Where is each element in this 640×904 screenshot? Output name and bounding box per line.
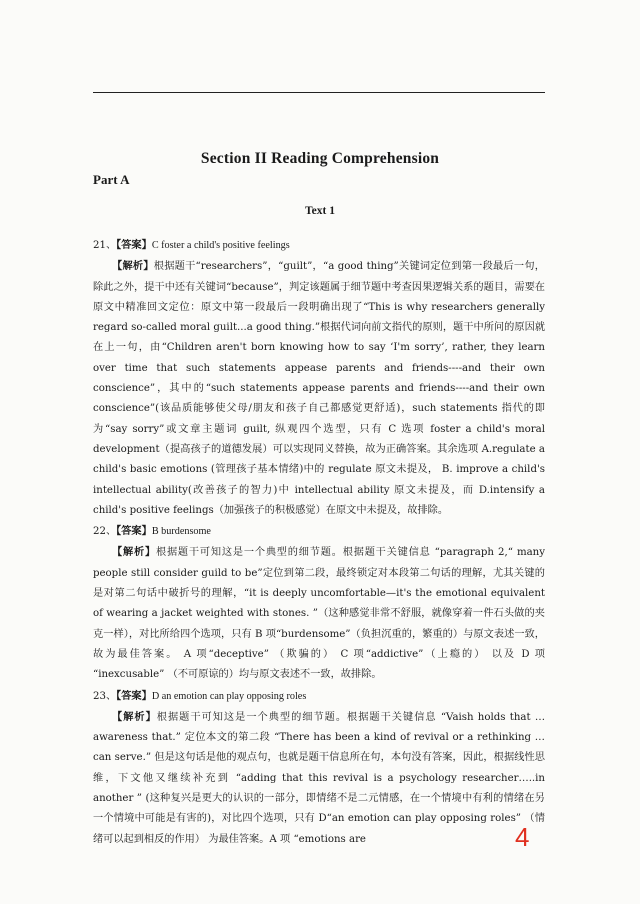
- answer-text: C foster a child's positive feelings: [151, 240, 290, 251]
- page-number: 4: [515, 822, 530, 852]
- analysis-tag: 【解析】: [112, 546, 156, 559]
- answer-tag: 【答案】: [116, 525, 152, 538]
- q21-answer-line: [93, 235, 545, 256]
- q23-analysis: [93, 707, 545, 850]
- analysis-text: 根据题干可知这是一个典型的细节题。根据题干关键信息 “Vaish holds that …awareness that.” 定位本文的第二段 “There has been a kind of revival or a rethinking …can serve.” 但是这句话是他的观点句，也就是题干信息所在句，本句没有答案，因此，根据线性思维，下文他又继续补充到 “adding that this revival is a psychology researcher…..in another ” (这种复兴是更大的认识的一部分，即情绪不是二元情感，在一个情境中有利的情绪在另一个情境中可能是有害的)，对比四个选项，只有 D“an emotion can play opposing roles” （情绪可以起到相反的作用） 为最佳答案。A 项 “emotions are: [93, 711, 546, 845]
- answer-text: B burdensome: [151, 526, 211, 538]
- answer-text: D an emotion can play opposing roles: [151, 690, 307, 702]
- section-title: Section II Reading Comprehension: [200, 150, 440, 167]
- text-heading: Text 1: [305, 205, 335, 217]
- q22-analysis: [93, 542, 545, 685]
- part-label: Part A: [93, 172, 130, 187]
- answer-tag: 【答案】: [116, 689, 152, 702]
- answer-content: [93, 235, 545, 850]
- answer-tag: 【答案】: [116, 239, 152, 251]
- analysis-text: 根据题干“researchers”，“guilt”，“a good thing”关键词定位到第一段最后一句，除此之外，提干中还有关键词“because”，判定该题属于细节题中考查因果逻辑关系的题目，需要在原文中精准回文定位：原文中第一段最后一段明确出现了“This is why researchers generally regard so-called moral guilt...a good thing.”根据代词向前文指代的原则，题干中所问的原因就在上一句，由“Children aren't born knowing how to say ‘I'm sorry’, rather, they learn over time that such statements appease parents and friends----and their own conscience”，其中的“such statements appease parents and friends----and their own conscience”(该品质能够使父母/朋友和孩子自己都感觉更舒适)，such statements 指代的即为“say sorry”或文章主题词 guilt, 纵观四个选型，只有 C 选项 foster a child's moral development（提高孩子的道德发展）可以实现同义替换，故为正确答案。其余选项 A.regulate a child's basic emotions (管理孩子基本情绪)中的 regulate 原文未提及， B. improve a child's intellectual ability(改善孩子的智力)中 intellectual ability 原文未提及，而 D.intensify a child's positive feelings（加强孩子的积极感觉）在原文中未提及，故排除。: [93, 261, 545, 516]
- q21-analysis: [93, 256, 545, 521]
- header-rule: [93, 92, 545, 93]
- q23-answer-line: [93, 686, 545, 707]
- question-number: 21、: [93, 240, 117, 251]
- analysis-text: 根据题干可知这是一个典型的细节题。根据题干关键信息 “paragraph 2,“ many people still consider guild to be”定位到第二段，最终锁定对本段第二句话的理解，尤其关键的是对第二句话中破折号的理解，“it is deeply uncomfortable—it's the emotional equivalent of wearing a jacket weighted with stones. ”（这种感觉非常不舒服，就像穿着一件石头做的夹克一样），对比所给四个选项，只有 B 项“burdensome”（负担沉重的，繁重的）与原文表述一致，故为最佳答案。 A 项“deceptive” （欺骗的） C 项“addictive”（上瘾的） 以及 D 项 “inexcusable” （不可原谅的）均与原文表述不一致，故排除。: [93, 547, 545, 681]
- question-number: 23、: [93, 690, 117, 702]
- analysis-tag: 【解析】: [112, 710, 157, 723]
- analysis-tag: 【解析】: [112, 260, 154, 273]
- question-number: 22、: [93, 526, 117, 538]
- q22-answer-line: [93, 521, 545, 542]
